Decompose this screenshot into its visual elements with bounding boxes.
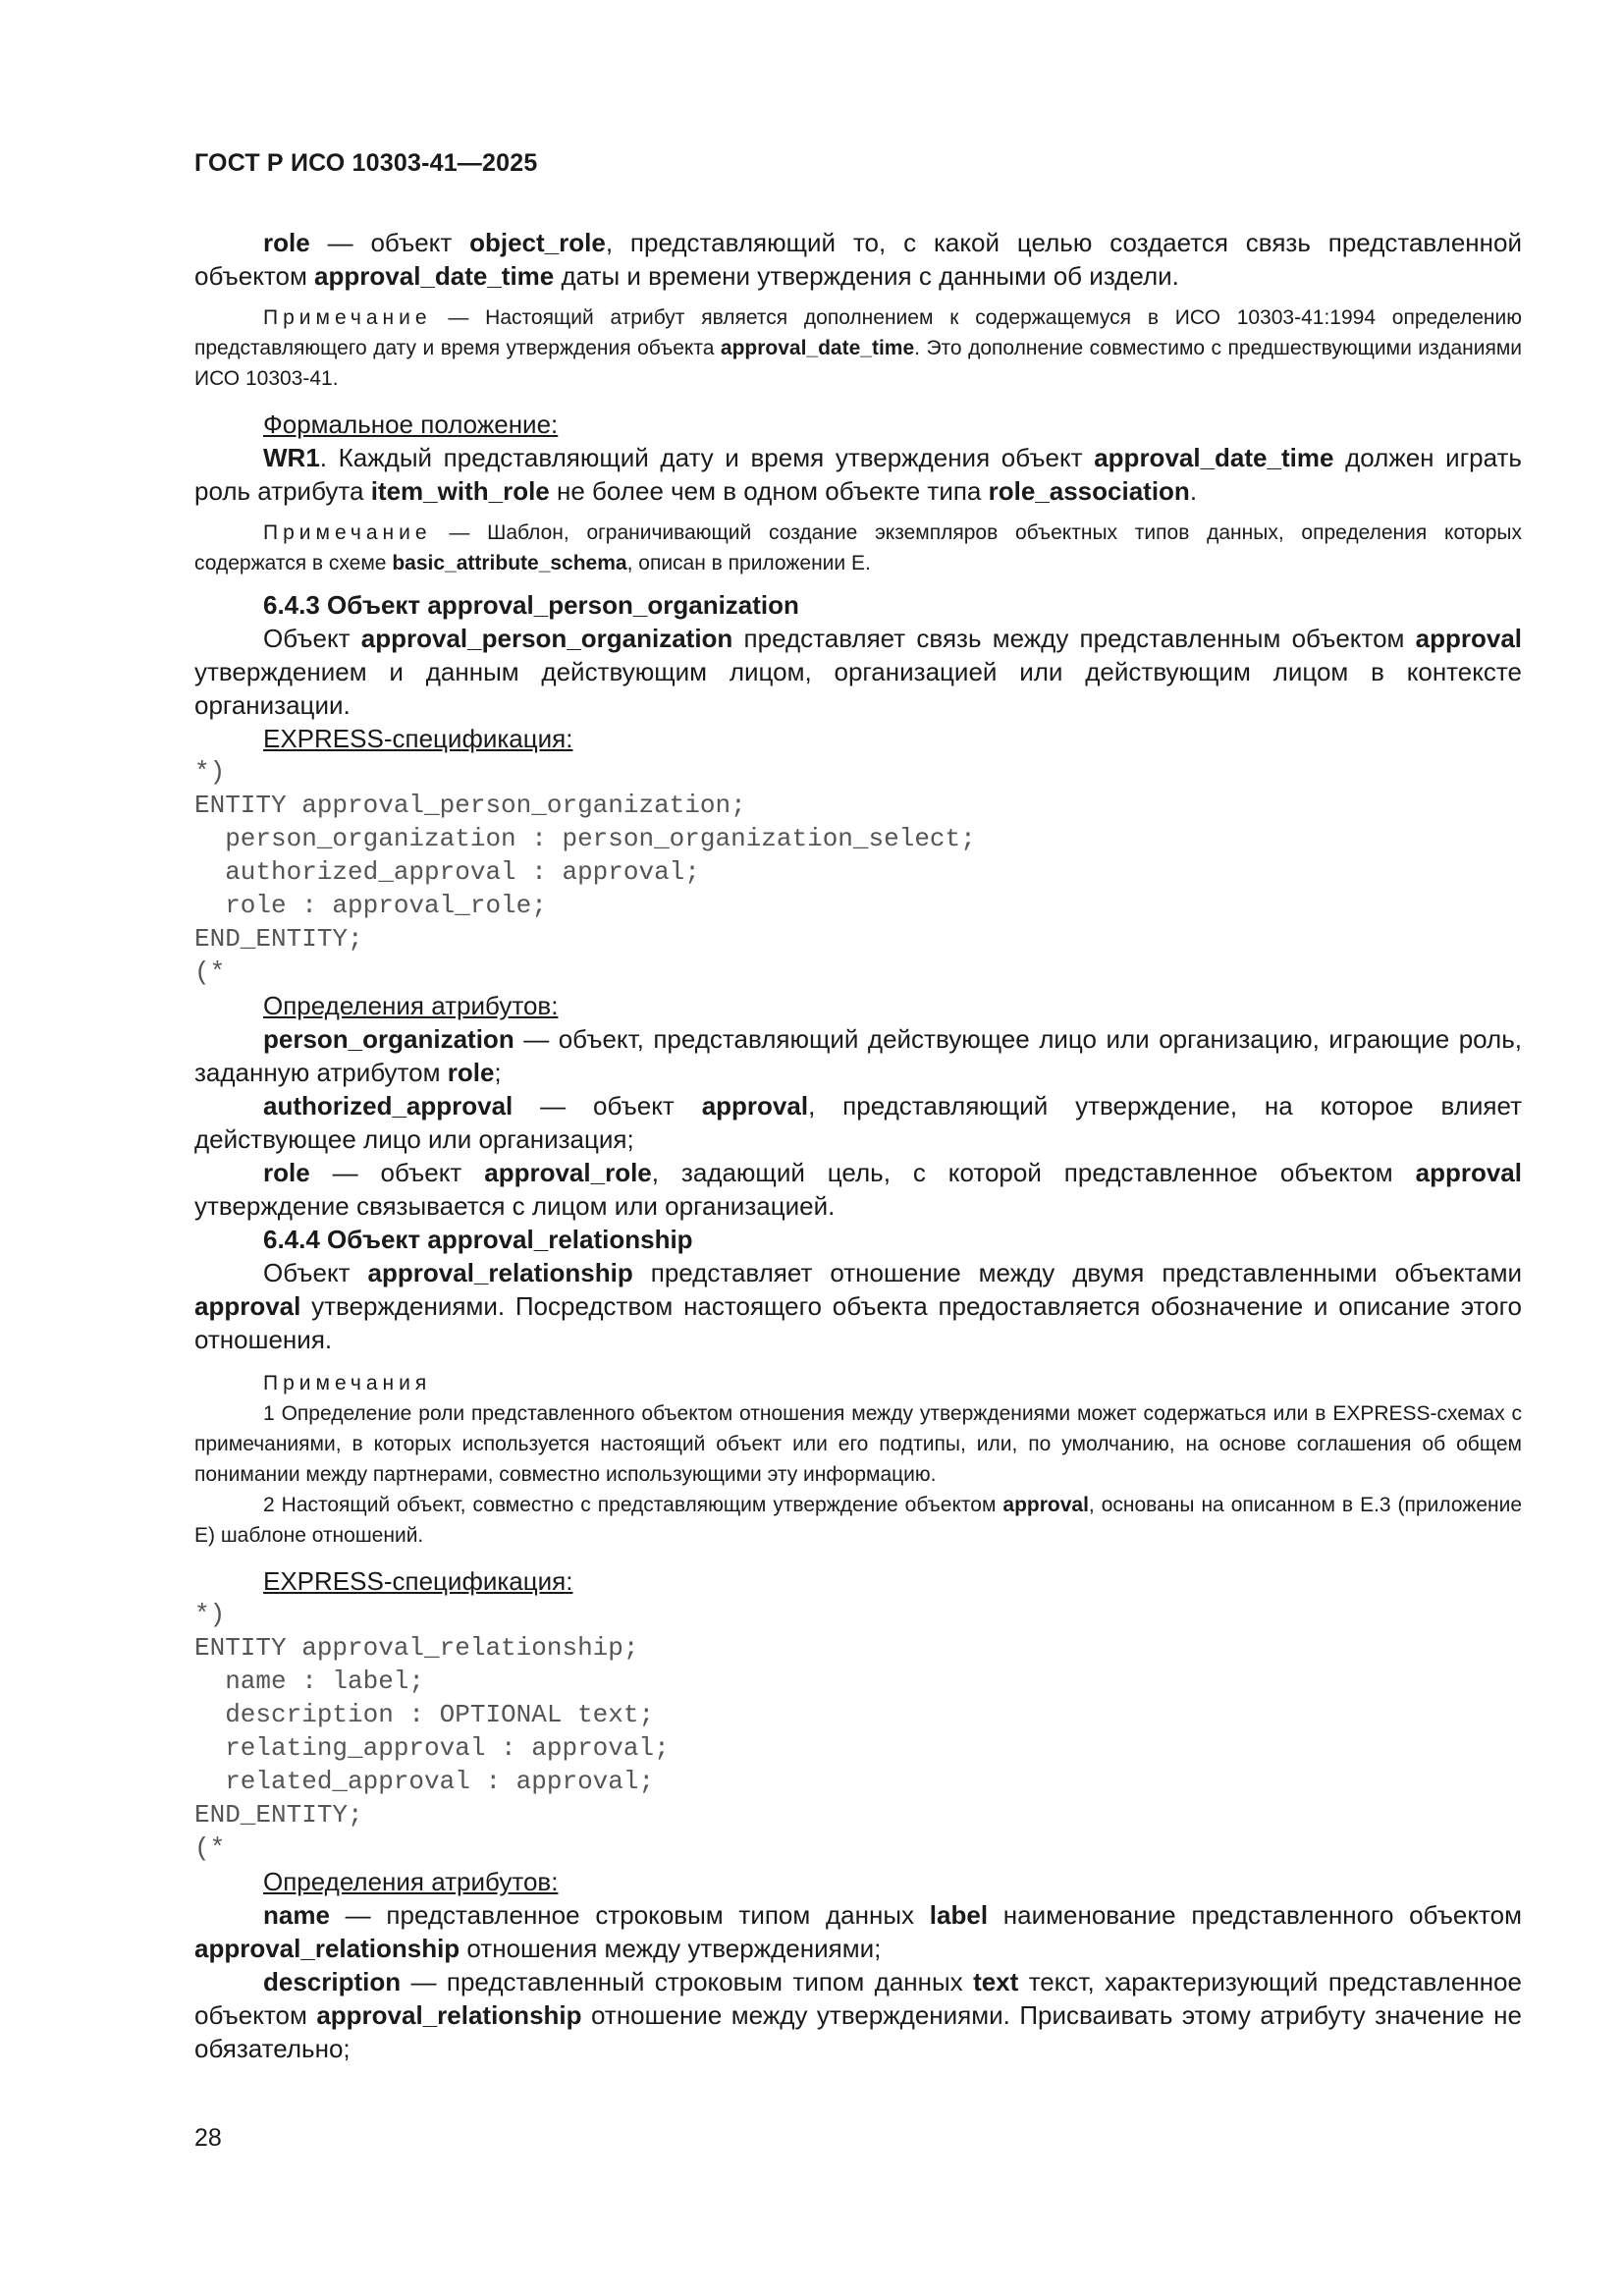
text: , основаны на описанном в E.3 (приложение E) шаблоне отношений. xyxy=(194,1494,1522,1547)
note-label: Примечание xyxy=(263,521,432,544)
attribute-definition xyxy=(194,1898,1522,1965)
express-code-block: *) ENTITY approval_person_organization; person_organization : person_organization_select; authorized_approval : approval; role : approval_role; END_ENTITY; (* xyxy=(194,757,976,987)
section-paragraph xyxy=(194,1256,1522,1356)
text: даты и времени утверждения с данными об издели. xyxy=(554,261,1179,291)
text: — объект, представляющий действующее лицо или организацию, играющие роль, заданную атрибутом xyxy=(194,1024,1522,1087)
term: WR1 xyxy=(263,443,320,472)
text: Объект xyxy=(263,624,361,653)
note-item-1: 1 Определение роли представленного объектом отношения между утверждениями может содержаться или в EXPRESS-схемах с примечаниями, в которых используется настоящий объект или его подтипы, или, по умолчанию, на основе соглашения об общем понимании между партнерами, совместно использующими эту информацию. xyxy=(194,1402,1522,1486)
term: role xyxy=(263,228,310,257)
wr1-paragraph xyxy=(194,441,1522,508)
attribute-definitions-label: Определения атрибутов: xyxy=(263,991,559,1020)
term: role_association xyxy=(988,476,1190,506)
text: , представляющий то, с какой целью создается связь представленной объектом xyxy=(194,228,1522,291)
text: отношения между утверждениями; xyxy=(460,1934,882,1963)
text: отношение между утверждениями. Присваивать этому атрибуту значение не обязательно; xyxy=(194,2000,1522,2063)
text: не более чем в одном объекте типа xyxy=(549,476,989,506)
term: approval_relationship xyxy=(316,2000,582,2030)
text: , описан в приложении E. xyxy=(626,552,871,574)
term: label xyxy=(929,1900,989,1930)
note-paragraph xyxy=(194,302,1522,394)
text: представляет отношение между двумя представленными объектами xyxy=(632,1258,1523,1287)
text: 2 Настоящий объект, совместно с представляющим утверждение объектом xyxy=(263,1494,1003,1516)
text: представляет связь между представленным объектом xyxy=(732,624,1416,653)
express-code-block: *) ENTITY approval_relationship; name : label; description : OPTIONAL text; relating_approval : approval; related_approval : approval; END_ENTITY; (* xyxy=(194,1600,670,1863)
role-attribute-paragraph xyxy=(194,226,1522,293)
text: должен играть роль атрибута xyxy=(194,443,1522,506)
text: . xyxy=(1189,476,1198,506)
page-content xyxy=(194,226,1522,2065)
attribute-definitions-label: Определения атрибутов: xyxy=(263,1867,559,1896)
term: approval_date_time xyxy=(1094,443,1334,472)
term: role xyxy=(447,1058,495,1087)
term: basic_attribute_schema xyxy=(392,552,627,574)
text: , задающий цель, с которой представленное объектом xyxy=(651,1158,1416,1187)
term: approval xyxy=(194,1291,301,1321)
section-paragraph xyxy=(194,622,1522,722)
term: approval xyxy=(1415,624,1523,653)
attribute-definition xyxy=(194,1089,1522,1156)
term: approval_role xyxy=(484,1158,652,1187)
notes-label: Примечания xyxy=(263,1372,432,1394)
term: approval_relationship xyxy=(194,1934,460,1963)
term: approval xyxy=(1002,1494,1089,1516)
text: Объект xyxy=(263,1258,368,1287)
attribute-definition xyxy=(194,1965,1522,2065)
express-spec-label: EXPRESS-спецификация: xyxy=(263,1566,573,1596)
note-paragraph xyxy=(194,518,1522,578)
text: — объект xyxy=(309,1158,485,1187)
term: name xyxy=(263,1900,330,1930)
text: текст, характеризующий представленное объектом xyxy=(194,1967,1522,2030)
text: — объект xyxy=(309,228,470,257)
text: — объект xyxy=(513,1091,702,1121)
term: approval_person_organization xyxy=(360,624,733,653)
term: object_role xyxy=(469,228,606,257)
attribute-definition xyxy=(194,1156,1522,1223)
note-item-2 xyxy=(194,1490,1522,1551)
text: . Каждый представляющий дату и время утверждения объект xyxy=(319,443,1095,472)
text: — Настоящий атрибут является дополнением к содержащемуся в ИСО 10303-41:1994 определению представляющего дату и время утверждения объекта xyxy=(194,306,1522,359)
express-spec-label: EXPRESS-спецификация: xyxy=(263,724,573,753)
text: , представляющий утверждение, на которое влияет действующее лицо или организация; xyxy=(194,1091,1522,1154)
term: approval_date_time xyxy=(720,337,915,359)
text: утверждением и данным действующим лицом, организацией или действующим лицом в контексте организации. xyxy=(194,657,1522,720)
section-heading-6-4-4: 6.4.4 Объект approval_relationship xyxy=(263,1225,693,1254)
text: наименование представленного объектом xyxy=(988,1900,1522,1930)
term: role xyxy=(263,1158,310,1187)
text: утверждениями. Посредством настоящего объекта предоставляется обозначение и описание этого отношения. xyxy=(194,1291,1522,1354)
term: approval_relationship xyxy=(367,1258,633,1287)
text: . Это дополнение совместимо с предшествующими изданиями ИСО 10303-41. xyxy=(194,337,1522,390)
formal-statement-label: Формальное положение: xyxy=(263,410,559,439)
text: — представленный строковым типом данных xyxy=(401,1967,974,1996)
text: — представленное строковым типом данных xyxy=(329,1900,930,1930)
text: ; xyxy=(494,1058,502,1087)
term: person_organization xyxy=(263,1024,514,1054)
text: — Шаблон, ограничивающий создание экземпляров объектных типов данных, определения которых содержатся в схеме xyxy=(194,521,1522,574)
note-label: Примечание xyxy=(263,306,432,329)
term: approval_date_time xyxy=(314,261,555,291)
term: description xyxy=(263,1967,402,1996)
section-heading-6-4-3: 6.4.3 Объект approval_person_organization xyxy=(263,590,799,620)
page-number: 28 xyxy=(194,2124,222,2152)
attribute-definition xyxy=(194,1022,1522,1089)
term: text xyxy=(973,1967,1019,1996)
term: item_with_role xyxy=(370,476,550,506)
term: approval xyxy=(701,1091,809,1121)
term: authorized_approval xyxy=(263,1091,514,1121)
term: approval xyxy=(1415,1158,1522,1187)
text: утверждение связывается с лицом или организацией. xyxy=(194,1191,836,1221)
document-header: ГОСТ Р ИСО 10303-41—2025 xyxy=(194,149,538,177)
